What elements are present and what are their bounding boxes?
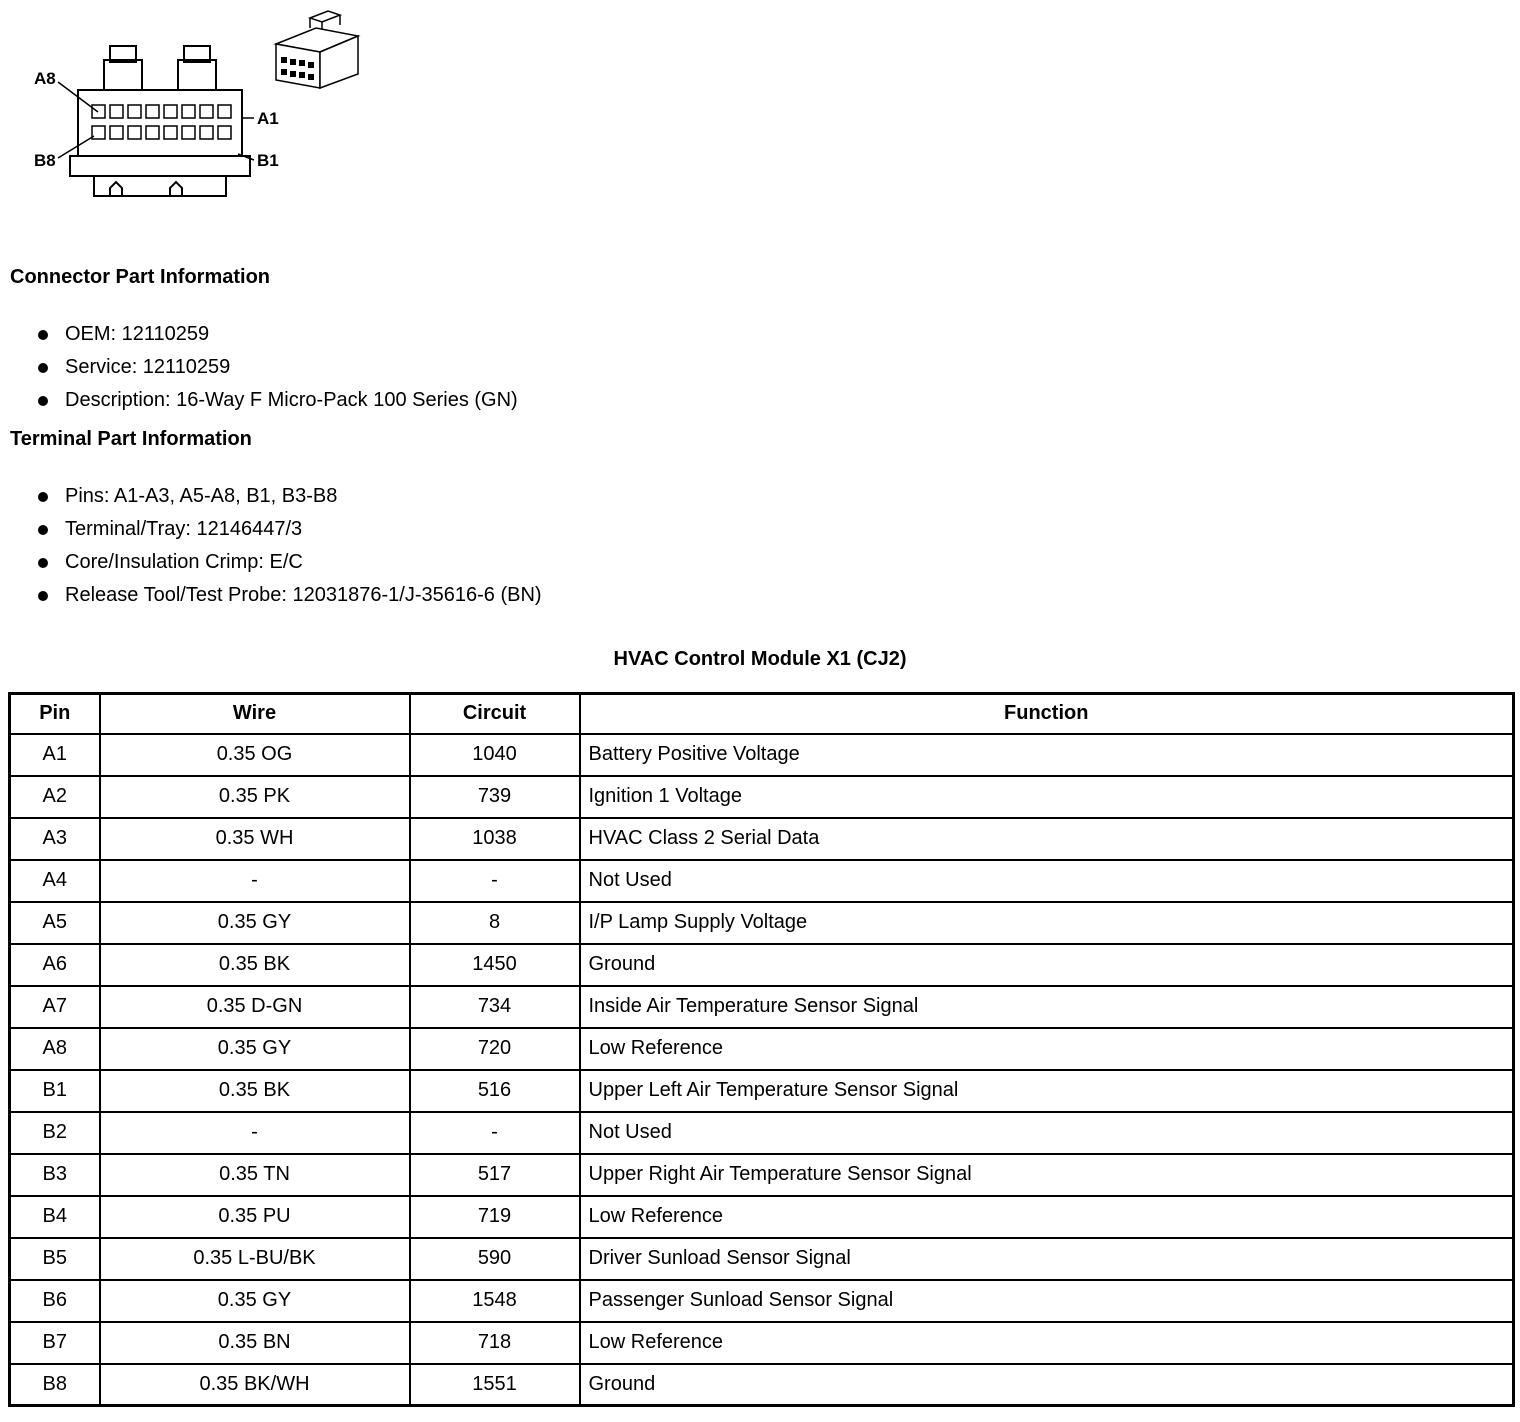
- cell-function: Low Reference: [580, 1322, 1514, 1364]
- cell-pin: A5: [10, 902, 100, 944]
- pin-label-b8: B8: [34, 151, 56, 170]
- bullet-text: Core/Insulation Crimp: E/C: [65, 551, 303, 573]
- cell-circuit: 1551: [410, 1364, 580, 1406]
- table-row: [10, 776, 1514, 818]
- bullet-icon: [38, 363, 48, 373]
- header-pin: Pin: [10, 694, 100, 734]
- cell-function: Inside Air Temperature Sensor Signal: [580, 986, 1514, 1028]
- cell-function: Low Reference: [580, 1028, 1514, 1070]
- bullet-icon: [38, 396, 48, 406]
- cell-function: Upper Left Air Temperature Sensor Signal: [580, 1070, 1514, 1112]
- cell-circuit: 739: [410, 776, 580, 818]
- cell-function: Not Used: [580, 860, 1514, 902]
- cell-function: Ground: [580, 944, 1514, 986]
- table-row: [10, 1112, 1514, 1154]
- cell-function: Not Used: [580, 1112, 1514, 1154]
- cell-wire: -: [100, 860, 410, 902]
- bullet-list-item: [38, 579, 542, 612]
- cell-pin: B4: [10, 1196, 100, 1238]
- cell-wire: 0.35 GY: [100, 1280, 410, 1322]
- header-function: Function: [580, 694, 1514, 734]
- bullet-text: Service: 12110259: [65, 356, 231, 378]
- pin-cavity-grid: [92, 105, 231, 139]
- cell-wire: 0.35 PU: [100, 1196, 410, 1238]
- table-row: [10, 1238, 1514, 1280]
- bullet-text: Description: 16-Way F Micro-Pack 100 Series (GN): [65, 389, 518, 411]
- bullet-text: OEM: 12110259: [65, 323, 210, 345]
- cell-wire: -: [100, 1112, 410, 1154]
- table-row: [10, 1196, 1514, 1238]
- bullet-icon: [38, 492, 48, 502]
- header-wire: Wire: [100, 694, 410, 734]
- cell-pin: B8: [10, 1364, 100, 1406]
- bullet-text: Terminal/Tray: 12146447/3: [65, 518, 303, 540]
- cell-pin: B2: [10, 1112, 100, 1154]
- cell-function: Battery Positive Voltage: [580, 734, 1514, 776]
- table-row: [10, 902, 1514, 944]
- bullet-icon: [38, 525, 48, 535]
- cell-pin: A2: [10, 776, 100, 818]
- cell-pin: B1: [10, 1070, 100, 1112]
- cell-circuit: 718: [410, 1322, 580, 1364]
- bullet-icon: [38, 330, 48, 340]
- table-row: [10, 1364, 1514, 1406]
- cell-function: Low Reference: [580, 1196, 1514, 1238]
- table-row: [10, 734, 1514, 776]
- terminal-part-info-heading: Terminal Part Information: [10, 428, 252, 450]
- cell-circuit: 1038: [410, 818, 580, 860]
- cell-circuit: 8: [410, 902, 580, 944]
- table-body: [10, 734, 1514, 1406]
- cell-pin: A4: [10, 860, 100, 902]
- bullet-list-item: [38, 384, 518, 417]
- cell-function: Upper Right Air Temperature Sensor Signal: [580, 1154, 1514, 1196]
- cell-pin: A7: [10, 986, 100, 1028]
- cell-wire: 0.35 L-BU/BK: [100, 1238, 410, 1280]
- connector-front-view: [70, 46, 250, 196]
- cell-function: Driver Sunload Sensor Signal: [580, 1238, 1514, 1280]
- connector-part-info-list: [38, 318, 518, 417]
- table-row: [10, 1028, 1514, 1070]
- cell-function: Ground: [580, 1364, 1514, 1406]
- cell-wire: 0.35 GY: [100, 1028, 410, 1070]
- cell-pin: B3: [10, 1154, 100, 1196]
- cell-pin: A3: [10, 818, 100, 860]
- cell-circuit: 516: [410, 1070, 580, 1112]
- pinout-table-title: HVAC Control Module X1 (CJ2): [613, 648, 907, 670]
- cell-pin: A8: [10, 1028, 100, 1070]
- cell-circuit: 719: [410, 1196, 580, 1238]
- cell-pin: B7: [10, 1322, 100, 1364]
- bullet-list-item: [38, 318, 518, 351]
- table-row: [10, 860, 1514, 902]
- cell-wire: 0.35 D-GN: [100, 986, 410, 1028]
- table-row: [10, 944, 1514, 986]
- cell-wire: 0.35 GY: [100, 902, 410, 944]
- bullet-icon: [38, 591, 48, 601]
- bullet-text: Pins: A1-A3, A5-A8, B1, B3-B8: [65, 485, 338, 507]
- cell-wire: 0.35 BK/WH: [100, 1364, 410, 1406]
- cell-circuit: 517: [410, 1154, 580, 1196]
- cell-circuit: 1548: [410, 1280, 580, 1322]
- table-row: [10, 818, 1514, 860]
- cell-wire: 0.35 PK: [100, 776, 410, 818]
- connector-diagram-svg: [10, 4, 370, 204]
- bullet-list-item: [38, 351, 518, 384]
- bullet-list-item: [38, 480, 542, 513]
- cell-circuit: 1040: [410, 734, 580, 776]
- cell-wire: 0.35 BN: [100, 1322, 410, 1364]
- terminal-part-info-list: [38, 480, 542, 612]
- cell-circuit: -: [410, 860, 580, 902]
- table-row: [10, 1070, 1514, 1112]
- table-row: [10, 1280, 1514, 1322]
- table-row: [10, 1322, 1514, 1364]
- cell-circuit: 720: [410, 1028, 580, 1070]
- cell-function: I/P Lamp Supply Voltage: [580, 902, 1514, 944]
- cell-pin: A6: [10, 944, 100, 986]
- cell-function: Passenger Sunload Sensor Signal: [580, 1280, 1514, 1322]
- header-circuit: Circuit: [410, 694, 580, 734]
- bullet-icon: [38, 558, 48, 568]
- pinout-table: [8, 692, 1515, 1407]
- connector-part-info-heading: Connector Part Information: [10, 266, 271, 288]
- bullet-list-item: [38, 513, 542, 546]
- bullet-list-item: [38, 546, 542, 579]
- connector-3d-view: [276, 11, 358, 88]
- cell-circuit: 734: [410, 986, 580, 1028]
- cell-pin: A1: [10, 734, 100, 776]
- cell-wire: 0.35 BK: [100, 1070, 410, 1112]
- pin-label-a1: A1: [257, 109, 279, 128]
- cell-circuit: 590: [410, 1238, 580, 1280]
- cell-wire: 0.35 OG: [100, 734, 410, 776]
- table-header-row: [10, 694, 1514, 734]
- cell-function: Ignition 1 Voltage: [580, 776, 1514, 818]
- table-row: [10, 1154, 1514, 1196]
- cell-pin: B6: [10, 1280, 100, 1322]
- cell-wire: 0.35 WH: [100, 818, 410, 860]
- cell-pin: B5: [10, 1238, 100, 1280]
- cell-wire: 0.35 TN: [100, 1154, 410, 1196]
- cell-wire: 0.35 BK: [100, 944, 410, 986]
- pin-label-a8: A8: [34, 69, 56, 88]
- bullet-text: Release Tool/Test Probe: 12031876-1/J-35616-6 (BN): [65, 584, 542, 606]
- pin-label-b1: B1: [257, 151, 279, 170]
- table-row: [10, 986, 1514, 1028]
- cell-circuit: -: [410, 1112, 580, 1154]
- cell-circuit: 1450: [410, 944, 580, 986]
- cell-function: HVAC Class 2 Serial Data: [580, 818, 1514, 860]
- leader-lines: [58, 82, 254, 160]
- connector-diagram: [10, 4, 370, 204]
